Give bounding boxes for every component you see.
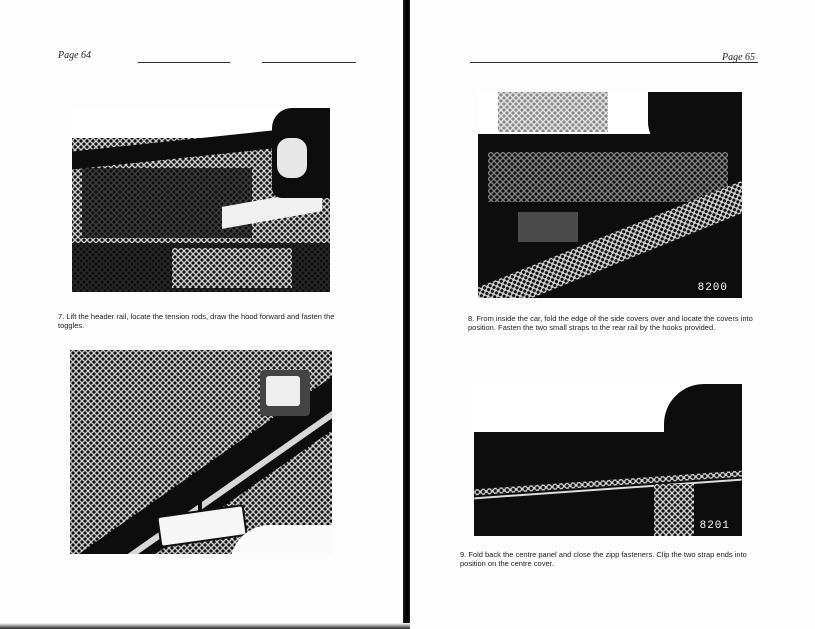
photo-header-rail-mirror [70,350,332,554]
photo-side-covers [478,92,742,298]
page-edge [0,623,410,629]
header-rule [138,62,230,63]
header-rule [470,62,758,63]
right-page [410,0,815,629]
caption-step-9: 9. Fold back the centre panel and close the zipp fasteners. Clip the two strap ends into position on the centre cover. [460,550,747,568]
photo-code-8200: 8200 [697,282,728,294]
caption-step-7: 7. Lift the header rail, locate the tension rods, draw the hood forward and fasten the toggles. [58,312,335,330]
photo-hood-header-rail [72,108,330,292]
caption-step-8: 8. From inside the car, fold the edge of the side covers over and locate the covers into position. Fasten the two small straps to the rear rail by the hooks provided. [468,314,753,332]
photo-centre-panel [474,384,742,536]
page-number-left: Page 64 [58,50,92,61]
header-rule [262,62,356,63]
page-number-right: Page 65 [722,52,756,63]
left-page [0,0,404,629]
photo-code-8201: 8201 [699,520,730,532]
